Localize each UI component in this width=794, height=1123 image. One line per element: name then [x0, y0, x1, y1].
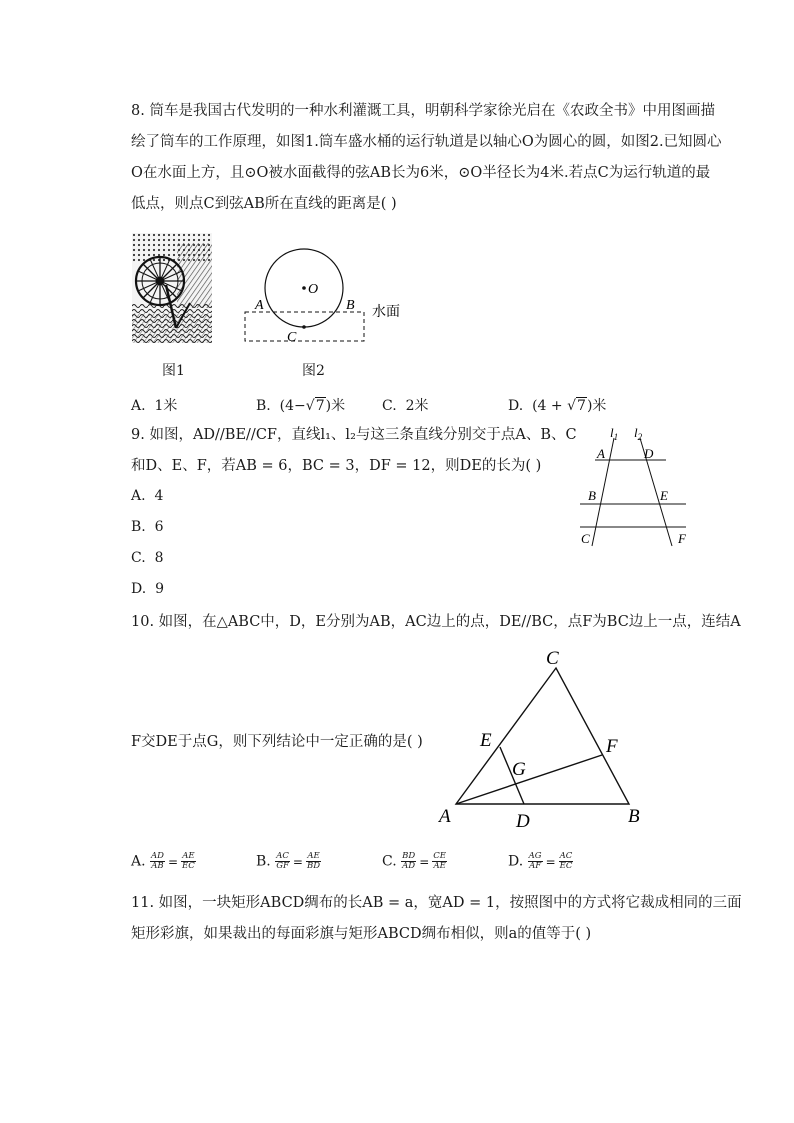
- q10-option-d: D. $\frac{AG}{AF}$ = $\frac{AC}{EC}$: [508, 851, 573, 871]
- parallel-lines-diagram: [574, 424, 698, 550]
- label-e: E: [660, 488, 668, 503]
- q8-line-3: O在水面上方，且⊙O被水面截得的弦AB长为6米，⊙O半径长为4米.若点C为运行轨道的最: [131, 165, 711, 181]
- q8-option-b: B. (4−√7)米: [256, 398, 346, 414]
- label-a: A: [255, 298, 264, 313]
- label-f: F: [678, 531, 686, 546]
- label-f: F: [606, 736, 618, 757]
- q10-line-2: F交DE于点G，则下列结论中一定正确的是( ): [131, 734, 423, 750]
- label-b: B: [346, 298, 355, 313]
- fig1-caption: 图1: [162, 363, 185, 379]
- q8-line-1: 8. 筒车是我国古代发明的一种水利灌溉工具，明朝科学家徐光启在《农政全书》中用图画描: [131, 103, 715, 119]
- label-c: C: [546, 648, 559, 669]
- waterwheel-illustration: [132, 233, 212, 343]
- label-g: G: [512, 759, 526, 780]
- q8-line-2: 绘了筒车的工作原理，如图1.筒车盛水桶的运行轨道是以轴心O为圆心的圆，如图2.已知圆心: [131, 134, 722, 150]
- q9-line-1: 9. 如图，AD//BE//CF，直线l₁、l₂与这三条直线分别交于点A、B、C: [131, 427, 577, 443]
- q9-option-d: D. 9: [131, 581, 165, 597]
- triangle-diagram: [432, 644, 654, 834]
- q11-line-1: 11. 如图，一块矩形ABCD绸布的长AB = a，宽AD = 1，按照图中的方式将它裁成相同的三面: [131, 895, 742, 911]
- q9-option-a: A. 4: [131, 488, 164, 504]
- q11-line-2: 矩形彩旗，如果裁出的每面彩旗与矩形ABCD绸布相似，则a的值等于( ): [131, 926, 592, 942]
- label-b: B: [628, 806, 640, 827]
- label-water-surface: 水面: [372, 305, 400, 320]
- fig2-caption: 图2: [302, 363, 325, 379]
- label-e: E: [480, 730, 492, 751]
- label-a: A: [597, 446, 605, 461]
- label-c: C: [287, 330, 297, 345]
- q8-line-4: 低点，则点C到弦AB所在直线的距离是( ): [131, 196, 397, 212]
- circle-chord-diagram: [240, 235, 410, 350]
- q8-option-c: C. 2米: [382, 398, 429, 414]
- q8-option-a: A. 1米: [131, 398, 178, 414]
- q10-option-c: C. $\frac{BD}{AD}$ = $\frac{CE}{AE}$: [382, 851, 446, 871]
- label-a: A: [439, 806, 451, 827]
- label-c: C: [581, 531, 590, 546]
- label-l2: $l_2$: [634, 425, 643, 442]
- q8-option-d: D. (4 + √7)米: [508, 398, 607, 414]
- q9-option-b: B. 6: [131, 519, 164, 535]
- q9-option-c: C. 8: [131, 550, 164, 566]
- label-d: D: [644, 446, 654, 461]
- label-b: B: [588, 488, 596, 503]
- q9-line-2: 和D、E、F，若AB = 6，BC = 3，DF = 12，则DE的长为( ): [131, 458, 542, 474]
- q10-option-a: A. $\frac{AD}{AB}$ = $\frac{AE}{EC}$: [131, 851, 195, 871]
- q10-option-b: B. $\frac{AC}{GF}$ = $\frac{AE}{BD}$: [256, 851, 321, 871]
- label-d: D: [516, 811, 530, 832]
- label-o: O: [308, 282, 319, 297]
- label-l1: $l_1$: [610, 425, 619, 442]
- q10-line-1: 10. 如图，在△ABC中，D，E分别为AB，AC边上的点，DE//BC，点F为BC边上一点，连结A: [131, 614, 741, 630]
